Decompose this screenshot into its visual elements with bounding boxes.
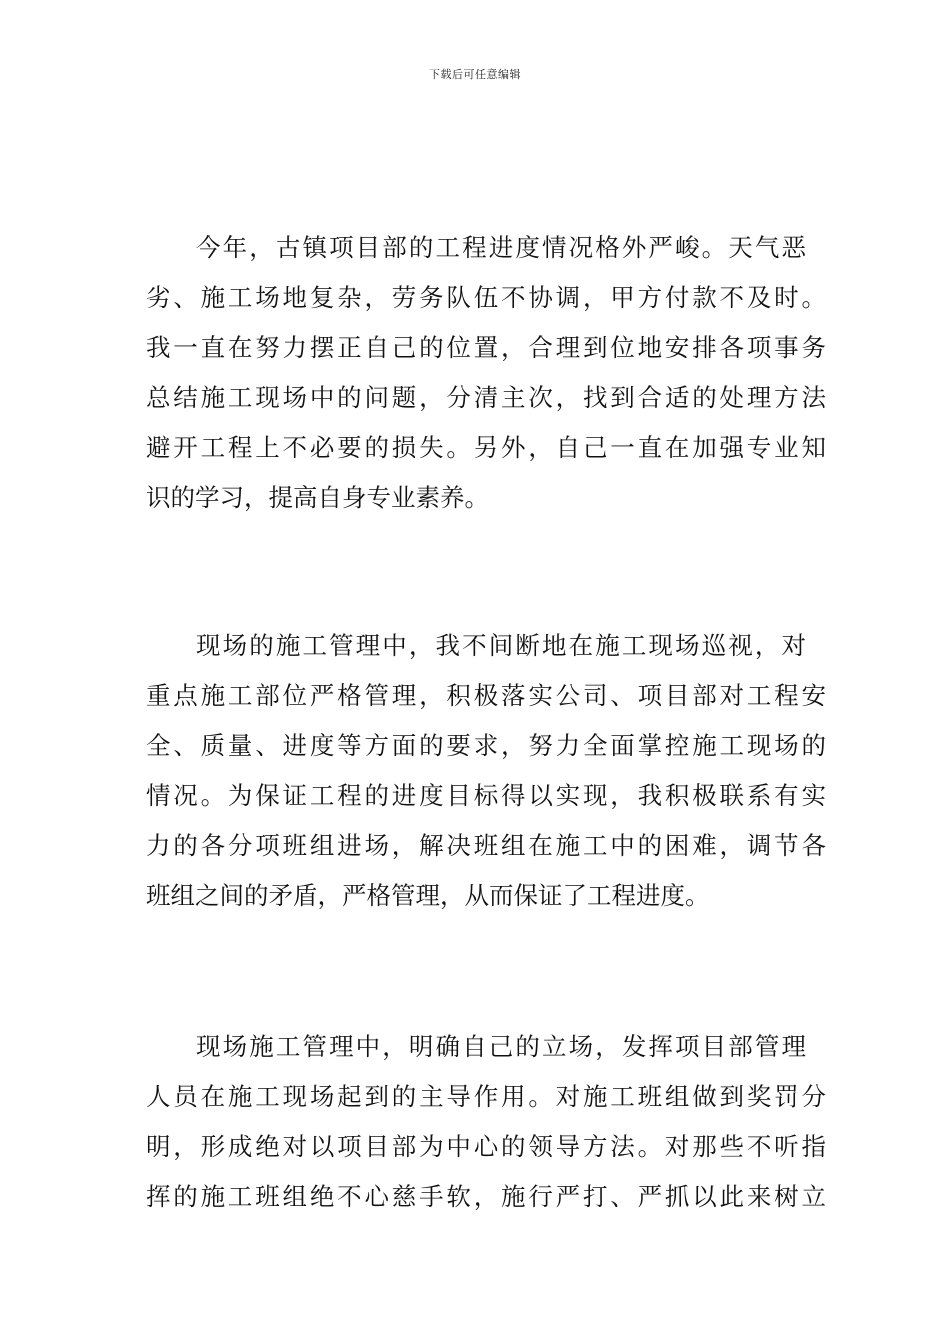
paragraph-line: 现场施工管理中，明确自己的立场，发挥项目部管理 bbox=[196, 1032, 806, 1061]
paragraph-line: 明，形成绝对以项目部为中心的领导方法。对那些不听指 bbox=[146, 1132, 826, 1161]
paragraph-line: 劣、施工场地复杂，劳务队伍不协调，甲方付款不及时。 bbox=[146, 283, 826, 312]
paragraph-line: 班组之间的矛盾，严格管理，从而保证了工程进度。 bbox=[146, 881, 710, 910]
page-header: 下载后可任意编辑 bbox=[429, 68, 521, 81]
paragraph-line: 识的学习，提高自身专业素养。 bbox=[146, 483, 489, 512]
paragraph-line: 总结施工现场中的问题，分清主次，找到合适的处理方法 bbox=[146, 383, 826, 412]
paragraph-line: 今年，古镇项目部的工程进度情况格外严峻。天气恶 bbox=[196, 233, 806, 262]
paragraph-line: 情况。为保证工程的进度目标得以实现，我积极联系有实 bbox=[146, 781, 826, 810]
paragraph-line: 避开工程上不必要的损失。另外，自己一直在加强专业知 bbox=[146, 433, 826, 462]
paragraph-line: 我一直在努力摆正自己的位置，合理到位地安排各项事务 bbox=[146, 333, 826, 362]
paragraph-line: 全、质量、进度等方面的要求，努力全面掌控施工现场的 bbox=[146, 731, 826, 760]
paragraph-line: 力的各分项班组进场，解决班组在施工中的困难，调节各 bbox=[146, 831, 826, 860]
paragraph-line: 重点施工部位严格管理，积极落实公司、项目部对工程安 bbox=[146, 681, 826, 710]
paragraph-line: 挥的施工班组绝不心慈手软，施行严打、严抓以此来树立 bbox=[146, 1182, 826, 1211]
paragraph-line: 现场的施工管理中，我不间断地在施工现场巡视，对 bbox=[196, 631, 806, 660]
paragraph-line: 人员在施工现场起到的主导作用。对施工班组做到奖罚分 bbox=[146, 1082, 826, 1111]
